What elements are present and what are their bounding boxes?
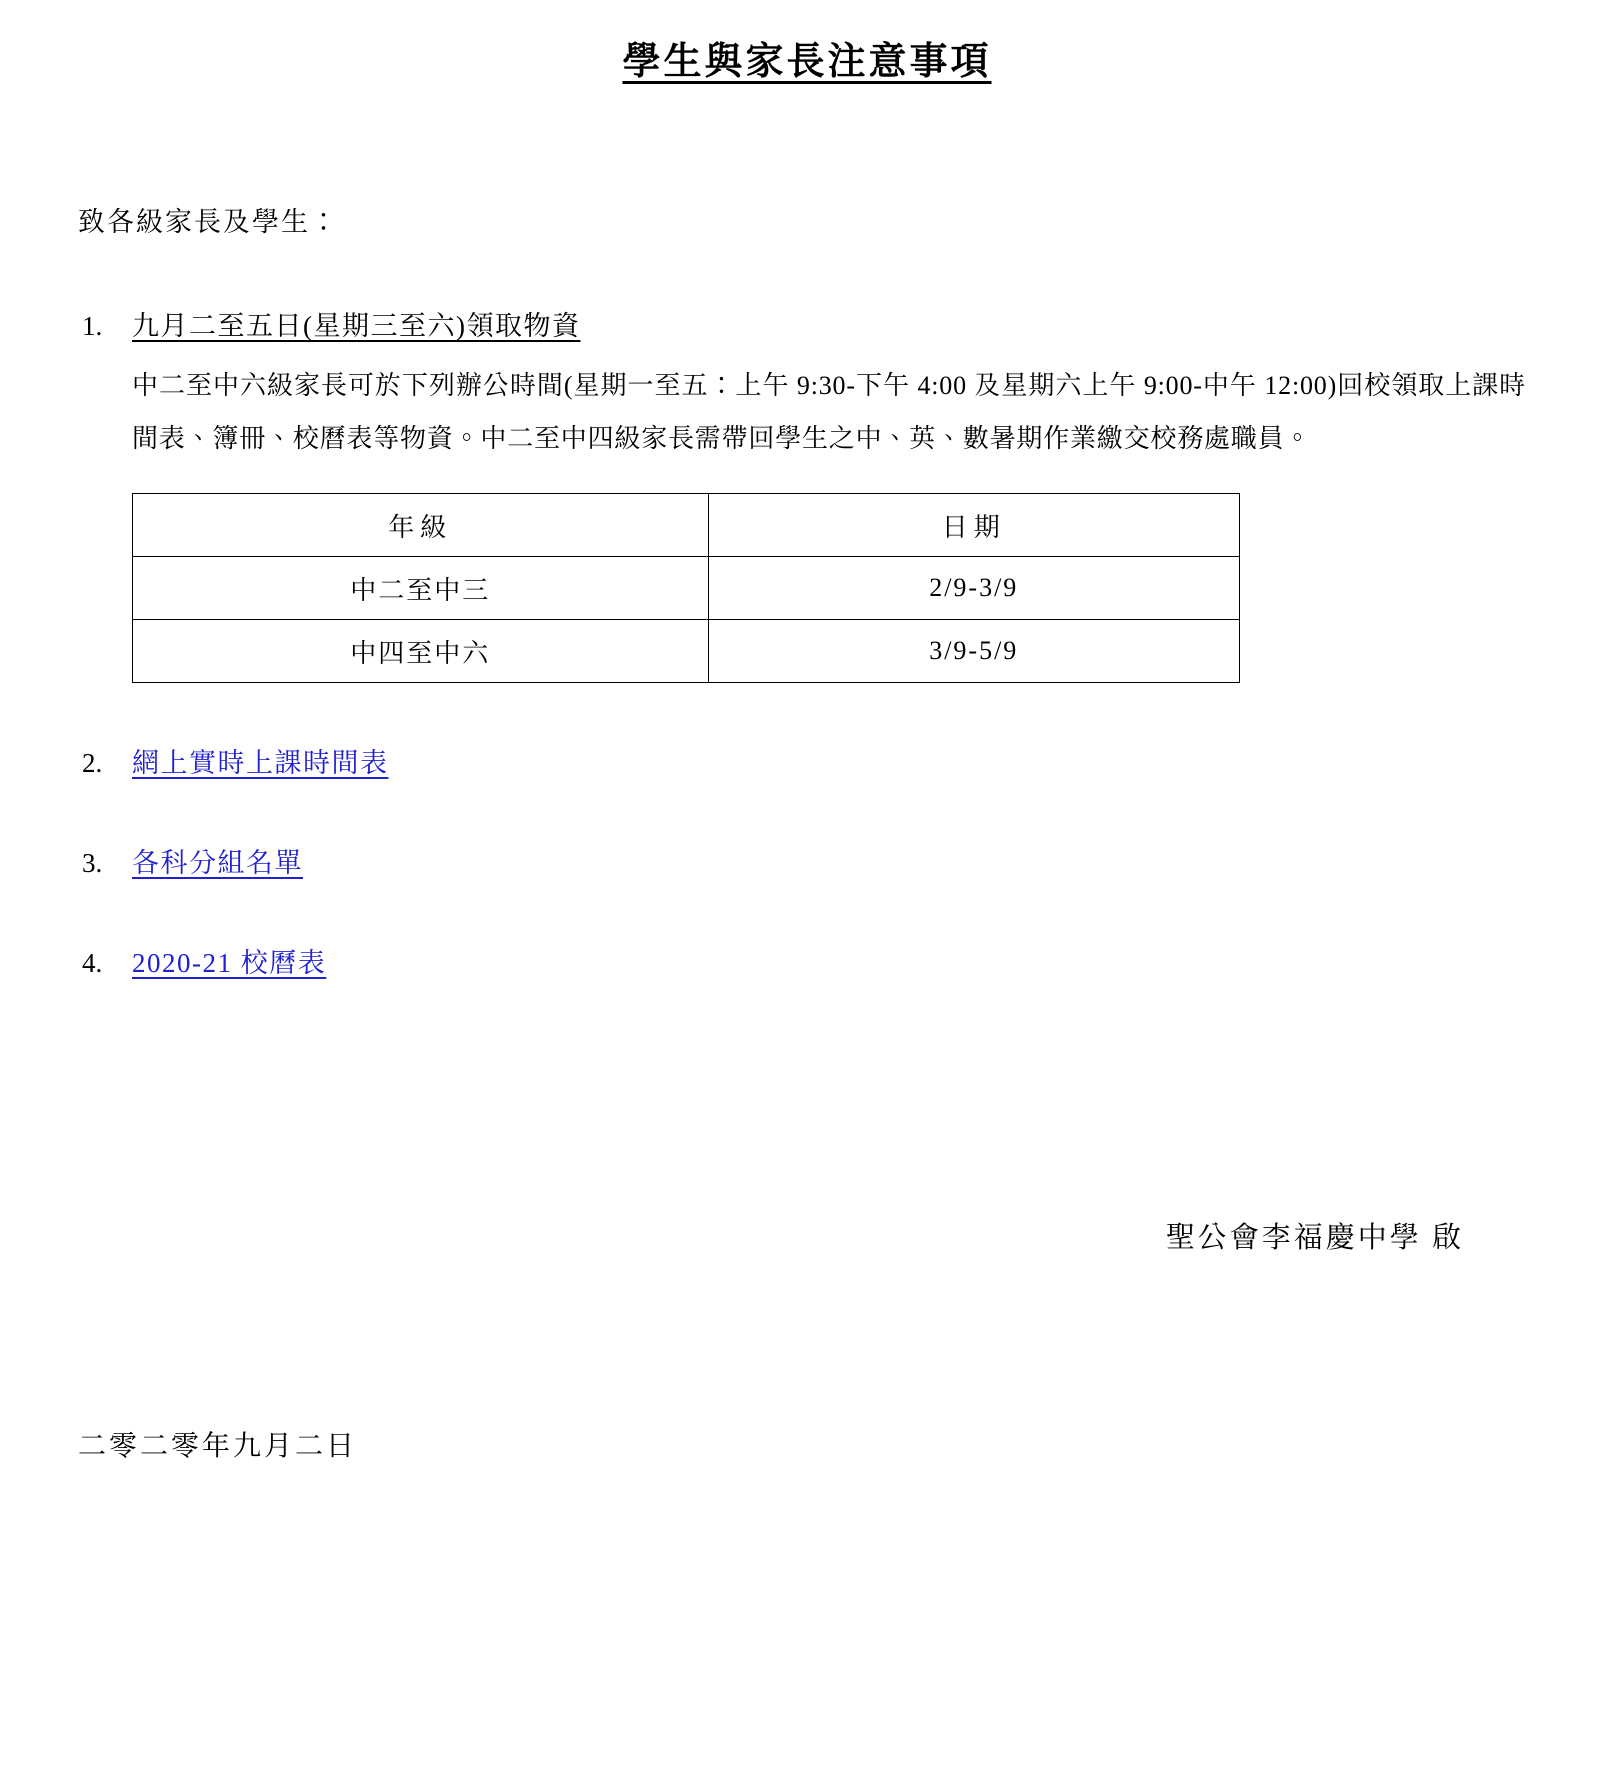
- list-item-number: 3.: [82, 848, 103, 879]
- table-row: [133, 620, 1240, 683]
- list-item: [78, 843, 1536, 885]
- table-cell-grade: 中二至中三: [133, 557, 709, 620]
- link-subject-group-list[interactable]: 各科分組名單: [132, 848, 303, 879]
- list-item-number: 2.: [82, 748, 103, 779]
- signature: 聖公會李福慶中學 啟: [1165, 1222, 1464, 1254]
- table-cell-date: 2/9-3/9: [708, 557, 1240, 620]
- table-header-date: 日期: [708, 494, 1240, 557]
- list-item-body: [132, 743, 1536, 784]
- list-item: [78, 743, 1536, 785]
- link-school-calendar[interactable]: 2020-21 校曆表: [132, 948, 327, 979]
- salutation: 致各級家長及學生：: [78, 207, 339, 238]
- list-item-number: 1.: [82, 311, 103, 342]
- item-1-heading: 九月二至五日(星期三至六)領取物資: [132, 311, 581, 342]
- table-header-grade: 年級: [133, 494, 709, 557]
- list-item-body: [132, 943, 1536, 984]
- table-header-row: [133, 494, 1240, 557]
- table-cell-grade: 中四至中六: [133, 620, 709, 683]
- footer-date: 二零二零年九月二日: [78, 1431, 358, 1462]
- list-item-body: [132, 306, 1536, 683]
- list-item: [78, 943, 1536, 985]
- table-row: [133, 557, 1240, 620]
- list-item-number: 4.: [82, 948, 103, 979]
- grade-schedule-table: [132, 493, 1240, 683]
- table-cell-date: 3/9-5/9: [708, 620, 1240, 683]
- link-online-timetable[interactable]: 網上實時上課時間表: [132, 748, 389, 779]
- page-title: 學生與家長注意事項: [622, 41, 992, 83]
- list-item: [78, 306, 1536, 683]
- notice-item-list: [78, 306, 1536, 985]
- list-item-body: [132, 843, 1536, 884]
- item-1-paragraph: 中二至中六級家長可於下列辦公時間(星期一至五：上午 9:30-下午 4:00 及星期六上午 9:00-中午 12:00)回校領取上課時間表、簿冊、校曆表等物資。中二至中四級家長需帶回學生之中、英、數暑期作業繳交校務處職員。: [132, 370, 1526, 454]
